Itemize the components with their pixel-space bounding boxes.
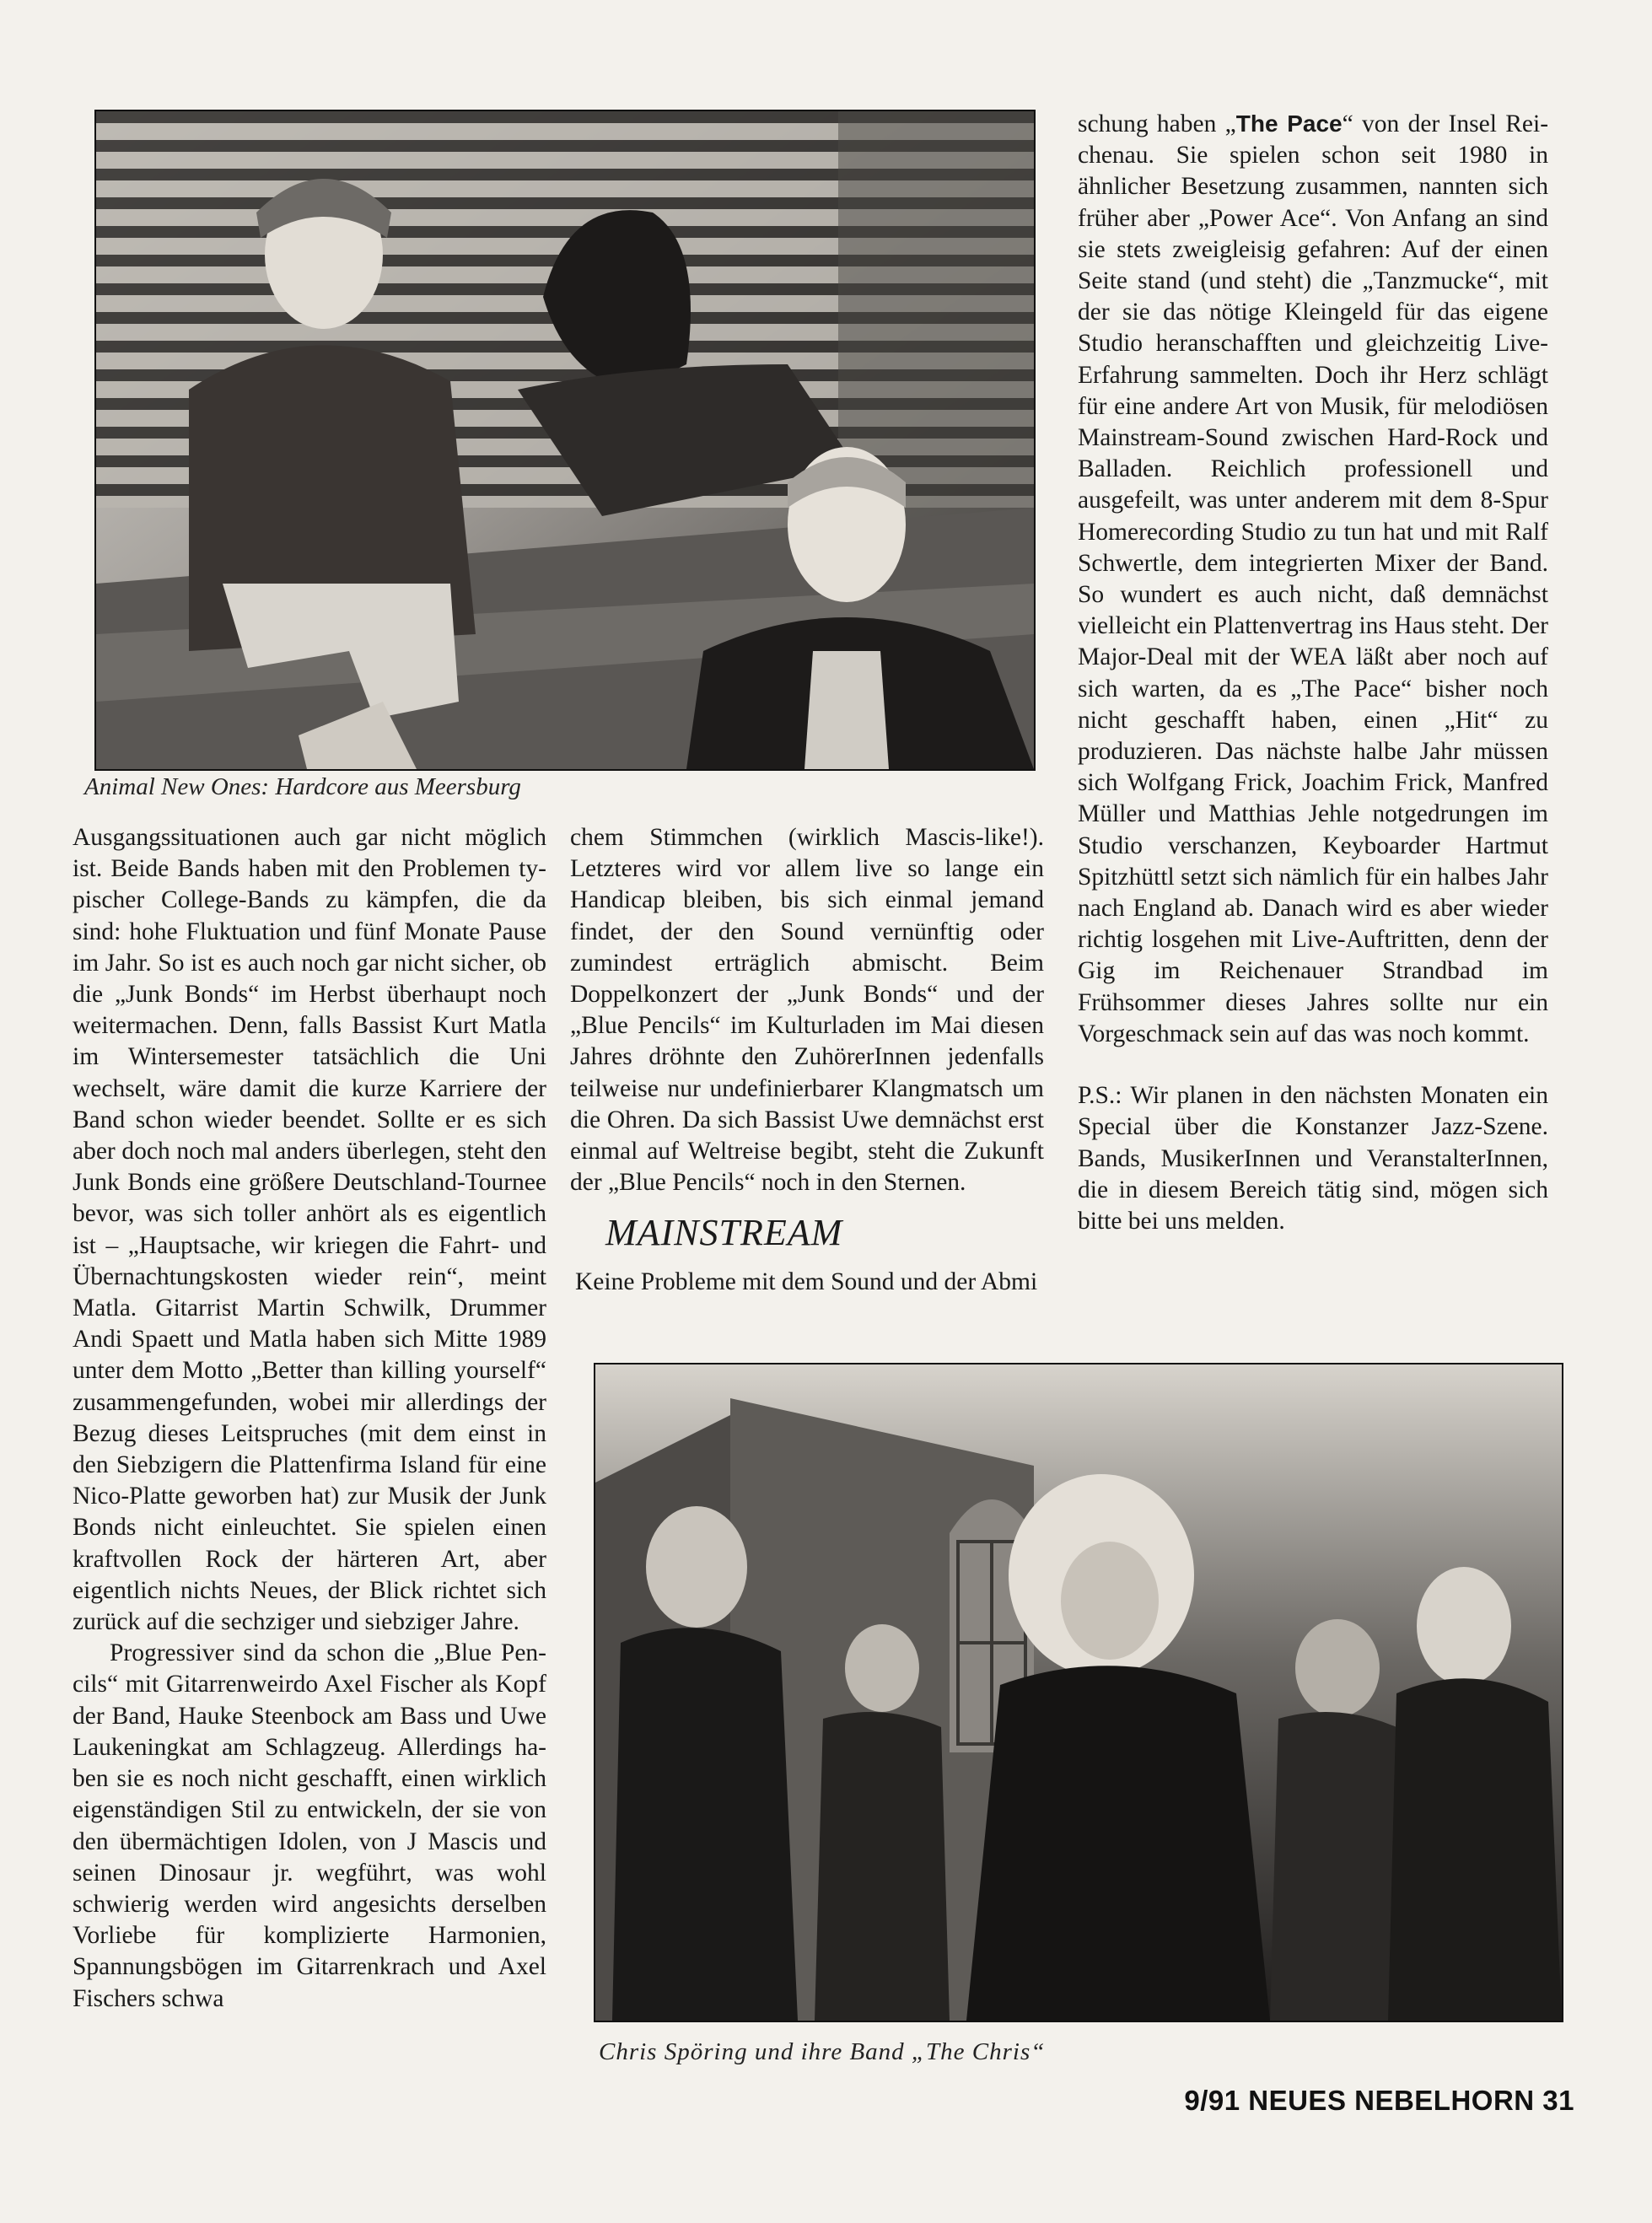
column3-body-text: “ von der Insel Reichenau. Sie spielen schon seit 1980 in ähnlicher Besetzung zusammen, nannten sich früher aber „Power Ace“. Von Anfang an sind sie stets zweigleisig gefahren: Auf der einen Seite stand (und steht) die „Tanzmucke“, mit der sie das nötige Kleingeld für das eigene Studio heranschafften und gleichzeitig Live-Erfahrung sammelten. Doch ihr Herz schlägt für eine andere Art von Musik, für melodiösen Mainstream-Sound zwischen Hard-Rock und Balladen. Reichlich professionell und ausgefeilt, was unter anderem mit dem 8-Spur Homerecording Studio zu tun hat und mit Ralf Schwertle, dem integrierten Mixer der Band. So wundert es auch nicht, daß demnächst vielleicht ein Plattenvertrag ins Haus steht. Der Major-Deal mit der WEA läßt aber noch auf sich warten, da es „The Pace“ bisher noch nicht geschafft haben, einen „Hit“ zu produzieren. Das nächste halbe Jahr müssen sich Wolfgang Frick, Joachim Frick, Manfred Müller und Matthias Jehle notgedrungen im Studio verschanzen, Keyboarder Hartmut Spitzhüttl setzt sich nämlich für ein halbes Jahr nach England ab. Danach wird es aber wieder richtig losgehen mit Live-Auftritten, denn der Gig im Reichenauer Strandbad im Frühsommer dieses Jahres sollte nur ein Vorgeschmack sein auf das was noch kommt. [1078,110,1549,1047]
article-column-3 [1078,108,1548,1237]
article-column-2 [570,822,1044,1198]
article-column-1 [73,822,546,2015]
band-name-the-pace: The Pace [1235,110,1343,137]
column3-paragraph-1 [1078,108,1548,1050]
band-photo-animal-new-ones [94,110,1036,771]
page-footer: 9/91 NEUES NEBELHORN 31 [1184,2085,1574,2116]
column3-lead-text: schung haben „ [1078,110,1236,137]
article-column-2-continued [575,1267,1049,1298]
column3-postscript: P.S.: Wir planen in den nächsten Monaten ein Special über die Konstanzer Jazz-Szene. Bands, MusikerInnen und VeranstalterInnen, die in diesem Bereich tätig sind, mögen sich bitte bei uns melden. [1078,1082,1548,1235]
section-heading-mainstream: MAINSTREAM [605,1212,843,1253]
band-photo-the-chris [594,1363,1563,2022]
column2-paragraph-2: Keine Probleme mit dem Sound und der Abmi [575,1268,1038,1295]
photo2-caption: Chris Spöring und ihre Band „The Chris“ [599,2038,1046,2065]
column1-paragraph-2: Progressiver sind da schon die „Blue Pencils“ mit Gitarrenweirdo Axel Fischer als Kopf der Band, Hauke Steenbock am Bass und Uwe Laukeningkat am Schlagzeug. Allerdings haben sie es noch nicht geschafft, einen wirklich eigenständigen Stil zu entwickeln, der sie von den übermächtigen Idolen, von J Mascis und seinen Dinosaur jr. wegführt, was wohl schwierig werden wird angesichts derselben Vorliebe für komplizierte Harmonien, Spannungsbögen im Gitarrenkrach und Axel Fischers schwa [73,1639,546,2012]
photo1-caption: Animal New Ones: Hardcore aus Meersburg [84,773,521,800]
column2-paragraph-1: chem Stimmchen (wirklich Mascis-like!). Letzteres wird vor allem live so lange ein Handicap bleiben, bis sich einmal jemand findet, der den Sound vernünftig oder zumindest erträglich abmischt. Beim Doppelkonzert der „Junk Bonds“ und der „Blue Pencils“ im Kulturladen im Mai diesen Jahres dröhnte den ZuhörerInnen jedenfalls teilweise nur undefinierbarer Klangmatsch um die Ohren. Da sich Bassist Uwe demnächst erst einmal auf Weltreise begibt, steht die Zukunft der „Blue Pencils“ noch in den Sternen. [570,824,1044,1197]
column1-paragraph-1: Ausgangssituationen auch gar nicht möglich ist. Beide Bands haben mit den Problemen typischer College-Bands zu kämpfen, die da sind: hohe Fluktuation und fünf Monate Pause im Jahr. So ist es auch noch gar nicht sicher, ob die „Junk Bonds“ im Herbst überhaupt noch weitermachen. Denn, falls Bassist Kurt Matla im Wintersemester tatsächlich die Uni wechselt, wäre damit die kurze Karriere der Band schon wieder beendet. Sollte er es sich aber doch noch mal anders überlegen, steht den Junk Bonds eine größere Deutschland-Tournee bevor, was sich toller anhört als es eigentlich ist – „Hauptsache, wir kriegen die Fahrt- und Übernachtungskosten wieder rein“, meint Matla. Gitarrist Martin Schwilk, Drummer Andi Spaett und Matla haben sich Mitte 1989 unter dem Motto „Better than killing yourself“ zusammengefunden, wobei mir allerdings der Bezug dieses Leitspruches (mit dem einst in den Siebzigern die Plattenfirma Island für eine Nico-Platte geworben hat) zur Musik der Junk Bonds nicht einleuchtet. Sie spielen einen kraftvollen Rock der härteren Art, aber eigentlich nichts Neues, der Blick richtet sich zurück auf die sechziger und siebziger Jahre. [73,824,546,1636]
